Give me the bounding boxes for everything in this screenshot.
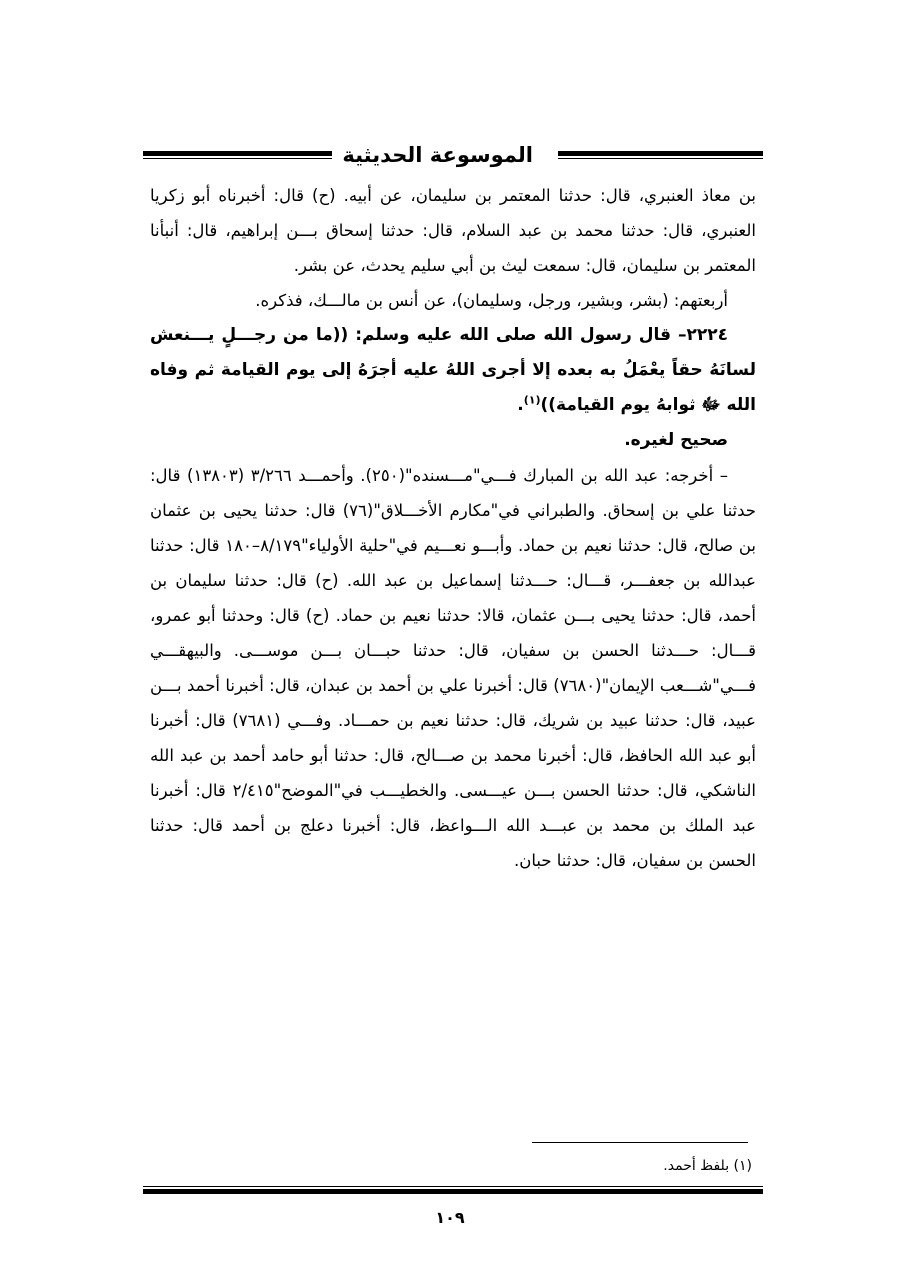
footnote-ref: (١)	[523, 393, 541, 407]
header-rule-left	[143, 151, 348, 160]
paragraph-isnad: بن معاذ العنبري، قال: حدثنا المعتمر بن سليمان، عن أبيه. (ح) قال: أخبرناه أبو زكريا العنبري، قال: حدثنا محمد بن عبد السلام، قال: حدثنا إسحاق بـــن إبراهيم، قال: أنبأنا المعتمر بن سليمان، قال: سمعت ليث بن أبي سليم يحدث، عن بشر.	[150, 186, 756, 275]
hadith-end: .	[517, 395, 524, 415]
footnote-separator	[532, 1142, 748, 1143]
page-header	[143, 140, 763, 176]
page-body	[150, 178, 756, 878]
hadith-body: ٢٢٢٤– قال رسول الله صلى الله عليه وسلم: ((ما من رجـــلٍ يـــنعش لسانَهُ حقاً يعْمَلُ به بعده إلا أجرى اللهُ عليه أجرَهُ إلى يوم القيامة ثم وفاه الله ﷻ ثوابهُ يوم القيامة))	[150, 325, 756, 415]
hadith-text	[150, 318, 756, 423]
header-title: الموسوعة الحديثية	[332, 140, 543, 170]
page-number: ١٠٩	[435, 1208, 465, 1227]
header-rule-right	[558, 151, 763, 160]
hadith-grade: صحيح لغيره.	[624, 430, 728, 450]
footnote: (١) بلفظ أحمد.	[663, 1158, 752, 1174]
footer-rule	[143, 1186, 763, 1194]
paragraph-summary: أربعتهم: (بشر، وبشير، ورجل، وسليمان)، عن أنس بن مالـــك، فذكره.	[255, 291, 728, 310]
paragraph-takhrij: – أخرجه: عبد الله بن المبارك فـــي"مـــسنده"(٢٥٠). وأحمـــد ٣/٢٦٦ (١٣٨٠٣) قال: حدثنا علي بن إسحاق. والطبراني في"مكارم الأخـــلاق"(٧٦) قال: حدثنا يحيى بن عثمان بن صالح، قال: حدثنا نعيم بن حماد. وأبـــو نعـــيم في"حلية الأولياء"٨/١٧٩–١٨٠ قال: حدثنا عبدالله بن جعفـــر، قـــال: حـــدثنا إسماعيل بن عبد الله. (ح) قال: حدثنا سليمان بن أحمد، قال: حدثنا يحيى بـــن عثمان، قالا: حدثنا نعيم بن حماد. (ح) قال: وحدثنا أبو عمرو، قـــال: حـــدثنا الحسن بن سفيان، قال: حدثنا حبـــان بـــن موســـى. والبيهقـــي فـــي"شـــعب الإيمان"(٧٦٨٠) قال: أخبرنا علي بن أحمد بن عبدان، قال: أخبرنا أحمد بـــن عبيد، قال: حدثنا عبيد بن شريك، قال: حدثنا نعيم بن حمـــاد. وفـــي (٧٦٨١) قال: أخبرنا أبو عبد الله الحافظ، قال: أخبرنا محمد بن صـــالح، قال: حدثنا أبو حامد أحمد بن عبد الله الناشكي، قال: حدثنا الحسن بـــن عيـــسى. والخطيـــب في"الموضح"٢/٤١٥ قال: أخبرنا عبد الملك بن محمد بن عبـــد الله الـــواعظ، قال: أخبرنا دعلج بن أحمد قال: حدثنا الحسن بن سفيان، قال: حدثنا حبان.	[150, 466, 757, 870]
